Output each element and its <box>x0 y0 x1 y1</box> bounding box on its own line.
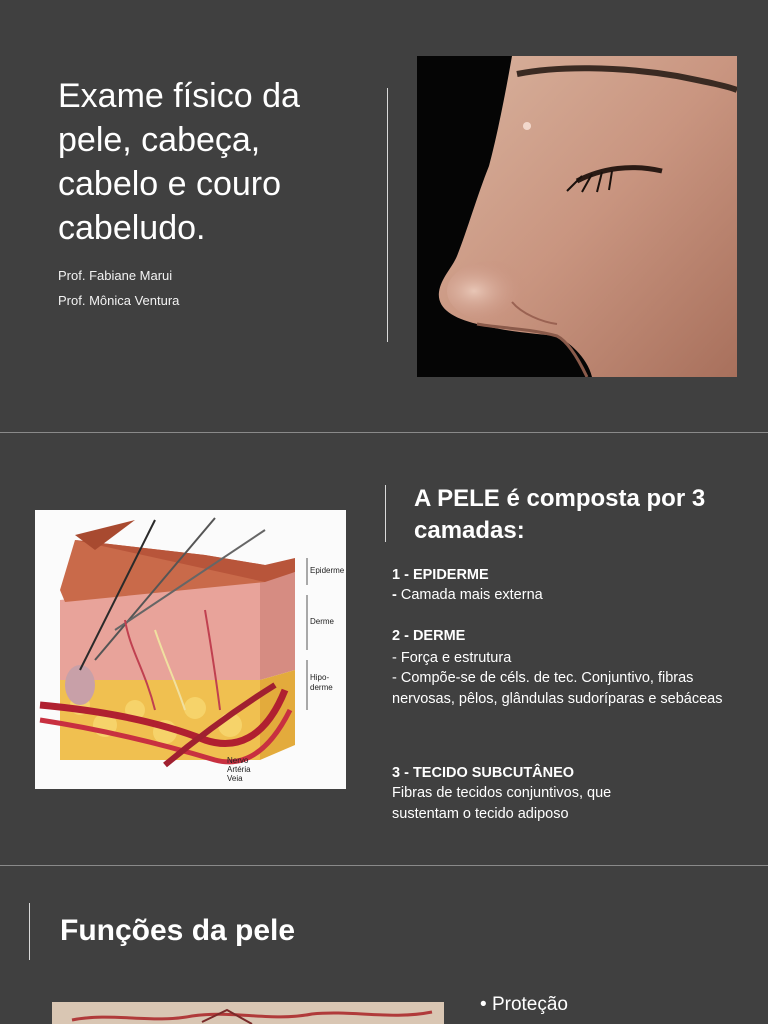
layer3-description: Fibras de tecidos conjuntivos, que sustentam o tecido adiposo <box>392 785 612 822</box>
layer2-title: 2 - DERME <box>392 628 466 644</box>
divider-line <box>29 903 30 960</box>
layer2-line2: - Compõe-se de céls. de tec. Conjuntivo, fibras nervosas, pêlos, glândulas sudoríparas e sebáceas <box>392 670 723 707</box>
section-heading: A PELE é composta por 3 camadas: <box>414 485 706 544</box>
label-hipoderme-1: Hipo- <box>310 673 330 682</box>
author-2: Prof. Mônica Ventura <box>58 293 180 308</box>
divider-line <box>385 485 386 542</box>
layer1-description: - Camada mais externa <box>392 587 543 603</box>
presentation-title: Exame físico da pele, cabeça, cabelo e couro cabeludo. <box>58 77 300 247</box>
slide-skin-layers <box>0 433 768 865</box>
author-1: Prof. Fabiane Marui <box>58 268 173 283</box>
slide-skin-functions <box>0 866 768 1024</box>
label-derme: Derme <box>310 617 335 626</box>
label-veia: Veia <box>227 774 243 783</box>
layer1-title: 1 - EPIDERME <box>392 567 489 583</box>
label-hipoderme-2: derme <box>310 683 333 692</box>
skin-layers-diagram <box>35 510 346 789</box>
section-title: Funções da pele <box>60 914 296 947</box>
divider-line <box>387 88 388 342</box>
layer3-title: 3 - TECIDO SUBCUTÂNEO <box>392 765 575 781</box>
layer2-line1: - Força e estrutura <box>392 650 512 666</box>
face-profile-photo <box>417 56 737 377</box>
label-arteria: Artéria <box>227 765 251 774</box>
slide-title <box>0 0 768 432</box>
bullet-item: • Proteção <box>480 994 568 1015</box>
label-nervo: Nervo <box>227 756 249 765</box>
skin-functions-image <box>52 1002 444 1024</box>
label-epiderme: Epiderme <box>310 566 345 575</box>
